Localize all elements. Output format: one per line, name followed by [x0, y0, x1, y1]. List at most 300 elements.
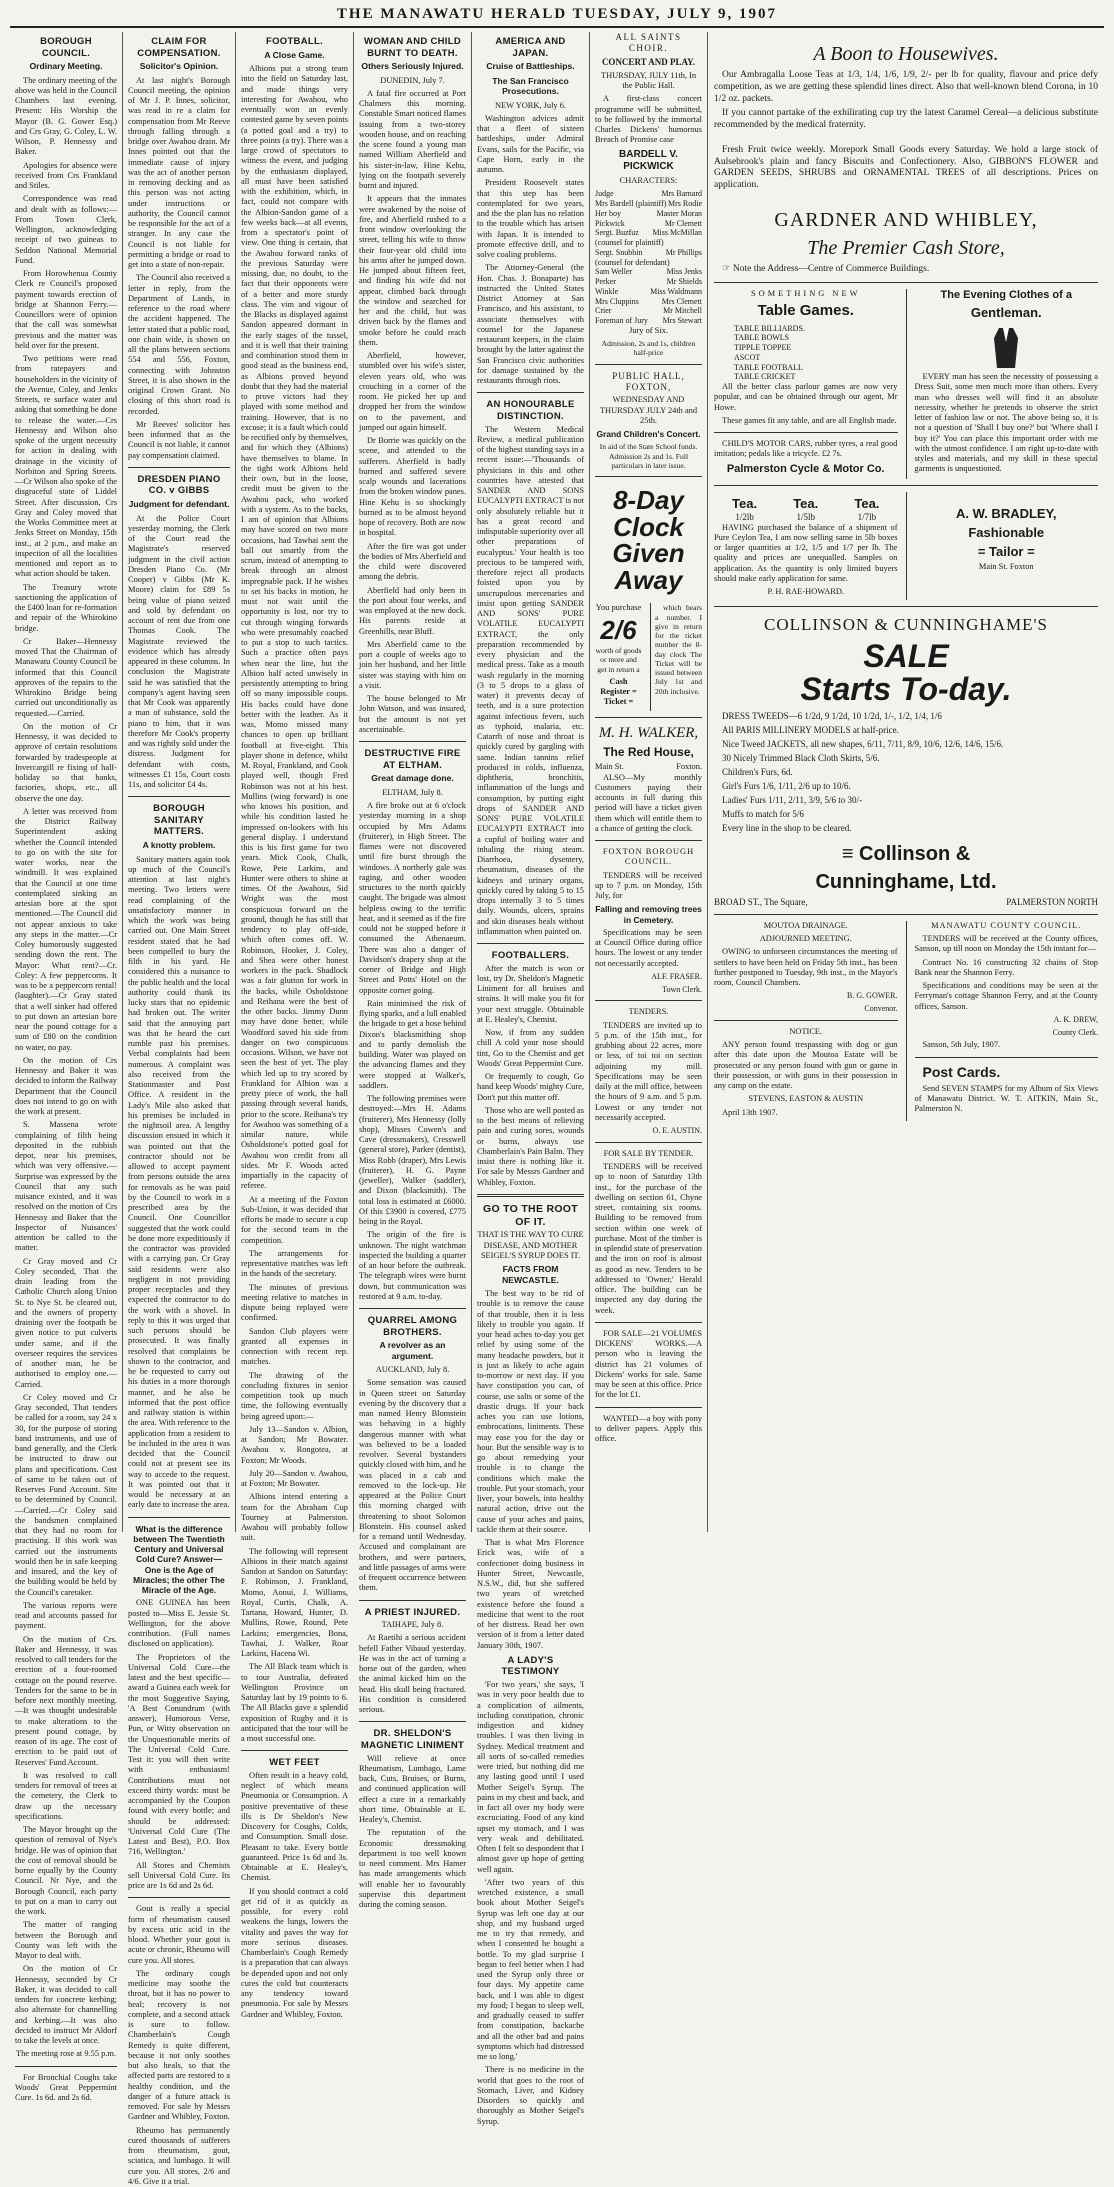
cast-actor: Mrs Rodie: [668, 199, 702, 209]
article-subheadline: A knotty problem.: [128, 840, 230, 850]
cast-role: Judge: [595, 189, 614, 199]
article-subheadline: FACTS FROM NEWCASTLE.: [477, 1264, 584, 1285]
paragraph: The meeting rose at 9.55 p.m.: [15, 2049, 117, 2059]
ad-text: THURSDAY, JULY 11th, In the Public Hall.: [595, 71, 702, 92]
article-headline: BOROUGH SANITARY MATTERS.: [128, 803, 230, 838]
ad-heading: The Red House,: [595, 745, 702, 760]
ad-heading: COLLINSON & CUNNINGHAME'S: [714, 615, 1098, 636]
paragraph: After the match is won or lost, try Dr. Sheldon's Magnetic Liniment for all bruises and strains. It will make you fit for your next struggle. Obtainable at E. Healey's, Chemist.: [477, 964, 584, 1026]
paragraph: Often result in a heavy cold, neglect of which means Pneumonia or Consumption. A positive preventative of these ills is Dr Sheldon's New Discovery for Coughs, Colds, and Consumption. Small dose. Pleasant to take. Every bottle guaranteed. Price 1s 6d and 3s. Obtainable at E. Healey's, Chemist.: [241, 1771, 348, 1884]
ad-heading: The Evening Clothes of a: [915, 289, 1099, 302]
cast-actor: Mrs Barnard: [661, 189, 702, 199]
paragraph: Aberfield had only been in the port about four weeks, and was employed at the new dock. His parents reside at Greenhills, near Bluff.: [359, 586, 466, 637]
ad-text: Admission, 2s and 1s, children half-price: [595, 339, 702, 358]
masthead: THE MANAWATU HERALD TUESDAY, JULY 9, 1907: [10, 6, 1104, 28]
cast-actor: Mr Clemett: [665, 219, 702, 229]
ad-text: Given: [595, 540, 702, 567]
ad-text: Main St.: [595, 762, 624, 772]
article-headline: WOMAN AND CHILD BURNT TO DEATH.: [359, 36, 466, 59]
ad-text: Foxton.: [676, 762, 702, 772]
divider: [714, 1020, 898, 1021]
ad-text: Ladies' Furs 1/11, 2/11, 3/9, 5/6 to 30/-: [714, 795, 1098, 806]
column-5: [472, 32, 590, 1532]
paragraph: There is no medicine in the world that goes to the root of Stomach, Liver, and Kidney Disorders so quickly and thoroughly as Mother Seigel's Syrup.: [477, 2065, 584, 2127]
price: 1/7lb: [858, 512, 877, 523]
ad-text: These games fit any table, and are all English made.: [714, 416, 898, 426]
divider: [359, 741, 466, 742]
ad-heading: Gentleman.: [915, 305, 1099, 321]
paragraph: On the motion of Cr Hennessy, seconded by Cr Baker, it was decided to call tenders for concrete kerbing; also alternate for channelling and kerbing.—It was also decided to instruct Mr Aldorf to take the levels at once.: [15, 1964, 117, 2046]
article-headline: DRESDEN PIANO CO. v GIBBS: [128, 474, 230, 497]
tea-ad: [714, 492, 898, 601]
tea-prices: [714, 512, 898, 523]
divider: [477, 392, 584, 393]
cast-row: [595, 228, 702, 238]
signature: Convenor.: [714, 1004, 898, 1014]
ad-text: FOR SALE—21 VOLUMES DICKENS' WORKS.—A person who is leaving the district has 21 volumes of Dickens' works for sale. Same may be seen at this office. Price for the lot £1.: [595, 1329, 702, 1401]
paragraph: On the motion of Crs. Baker and Hennessy, it was resolved to call tenders for the erection of a four-roomed cottage on the pound reserve. Tenders for the same to be in before next monthly meeting.—It was thought undesirable to make alterations to the present pound cottage, by reason of its age. The cost of erection to be paid out of Reserves' Fund Account.: [15, 1635, 117, 1768]
divider: [595, 1407, 702, 1408]
ad-text: OWING to unforseen circumstances the meeting of settlers to have been held on Friday 5th inst., has been further postponed to Tuesday, 9th inst., in the Mayor's room, Council Chambers.: [714, 947, 898, 988]
divider: [595, 1000, 702, 1001]
ad-heading: The Premier Cash Store,: [714, 236, 1098, 260]
ad-heading: M. H. WALKER,: [595, 724, 702, 742]
signature: B. G. GOWER.: [714, 991, 898, 1001]
paragraph: After the fire was got under the bodies of Mrs Aberfield and the child were discovered among the debris.: [359, 542, 466, 583]
divider: [128, 467, 230, 468]
signature: STEVENS, EASTON & AUSTIN: [714, 1094, 898, 1104]
article-headline: WET FEET: [241, 1757, 348, 1769]
paragraph: 'For two years,' she says, 'I was in very poor health due to a complication of ailments, including constipation, chronic indigestion and kidney troubles. I was then living in Sydney. Medical treatment and all sorts of so-called remedies were tried, but nothing did me any lasting good until I used Mother Seigel's Syrup. The pains in my chest and back, and in fact all over my body were excruciating. Food of any kind upset my stomach, and I was very weak and debilitated. Often I felt so despondent that I almost gave up hope of getting well again.: [477, 1680, 584, 1875]
ad-heading: GARDNER AND WHIBLEY,: [714, 208, 1098, 232]
paragraph: Sanitary matters again took up much of the Council's attention at last night's meeting. Two letters were read complaining of the unsatisfactory manner in which the work was being carried out. One Main Street resident stated that he had been compelled to bury the filth in his yard. He considered this a nuisance to the public health and the local authority could thank its lucky stars that no epidemic had broken out. The writer said that the annoying part was that he heard the cart rumble past his premises. Verbal complaints had been numerous. A complaint was also received from the Stationmaster and Post Office. A resident in the Lady's Mile also asked that his premises be included in the nightsoil area. A lengthy discussion ensued in which it was pointed out that the contractor should not be allowed to accept payment from persons outside the area for removals as he was paid by the Council to work in a prescribed area by the Council. One Councillor suggested that the work could be done more expeditiously if the contractor was provided with a carrying pan. Cr Gray said residents were also negligent in not providing proper receptacles and they expected the contractor to do the work with a shovel. In reply to this it was urged that such persons should be prosecuted. It was finally resolved that complaints be shown to the contractor, and he be requested to carry out his duties in a more thorough manner, and he also be informed that the post office and railway station is within the area. With reference to the application from a resident to be included in the area it was decided that the Council could not at present see its way to accede to the request. It was pointed out that it would be necessary at an early date to increase the area.: [128, 855, 230, 1511]
dateline: ELTHAM, July 8.: [359, 788, 466, 798]
cast-actor: Mr Phillips: [666, 248, 702, 258]
cast-role: Foreman of Jury: [595, 316, 648, 326]
paragraph: Rain minimised the risk of flying sparks, and a lull enabled the brigade to get a hose behind Dixon's blacksmithing shop and to partly demolish the building. Water was played on the advancing flames and they were stopped at Walker's, saddlers.: [359, 999, 466, 1091]
article-subheadline: A revolver as an argument.: [359, 1340, 466, 1361]
ad-text: BROAD ST., The Square,: [714, 897, 808, 908]
article-subheadline: The San Francisco Prosecutions.: [477, 76, 584, 97]
cast-role: (counsel for defendant): [595, 258, 670, 268]
article-subheadline: Judgment for defendant.: [128, 499, 230, 509]
paragraph: A letter was received from the District Railway Superintendent asking whether the Council intended to go on with the site for water works, near the windmill. It was explained that the Council at one time contemplated sinking an artesian bore at the spot mentioned.—The Council did not appear anxious to take any steps in the matter.—Cr Coley humorously suggested sending down the rent. The Mayor: What rent?—Cr. Coley: A few peppercorns. It was to be a peppercorn rental! (laughter).—Cr Gray stated that a well sinker had offered to put down an artesian bore near the pound cottage for a sum of £80 on the condition no water, no pay.: [15, 807, 117, 1053]
ad-heading: Post Cards.: [915, 1064, 1099, 1081]
ad-text: CHILD'S MOTOR CARS, rubber tyres, a real good imitation; pedals like a tricycle. £2 7s.: [714, 439, 898, 460]
game-item: TABLE BOWLS: [734, 333, 898, 343]
divider: [128, 796, 230, 797]
cast-role: (counsel for plaintiff): [595, 238, 664, 248]
verse: Or frequently to cough, Go hand keep Woods' mighty Cure, Don't put this matter off.: [477, 1072, 584, 1103]
divider: [714, 282, 1098, 283]
divider: [595, 717, 702, 718]
ad-text: All the better class parlour games are now very popular, and can be obtained through our agent, Mr Howe.: [714, 382, 898, 413]
divider: [714, 432, 898, 433]
paragraph: The arrangements for representative matches was left in the hands of the secretary.: [241, 1249, 348, 1280]
article-subheadline: Solicitor's Opinion.: [128, 61, 230, 71]
verse: Now, if from any sudden chill A cold your nose should tint, Go to the Chemist and get Woods' Great Peppermint Cure.: [477, 1028, 584, 1069]
column-4: [354, 32, 472, 1532]
article-subheadline: Great damage done.: [359, 773, 466, 783]
paragraph: July 20—Sandon v. Awahou, at Foxton; Mr Bowater.: [241, 1469, 348, 1490]
ad-text: Specifications and conditions may be seen at the Ferryman's cottage Shannon Ferry, and at the County offices, Sanson.: [915, 981, 1099, 1012]
ad-text: ALSO—My monthly Customers paying their accounts in full during this period will have a ticket given them which will entitle them to a chance of getting the clock.: [595, 773, 702, 835]
ad-heading: FOR SALE BY TENDER.: [595, 1149, 702, 1159]
ad-text: You purchase: [595, 603, 642, 613]
cast-row: [595, 306, 702, 316]
cast-role: Winkle: [595, 287, 618, 297]
paragraph: Albions put a strong team into the field on Saturday last, and made things very interesting for Awahou, who eventually won an evenly contested game by seven points (a potted goal and a try) to three points (a try). There was a large crowd of spectators to witness the event, and judging by the enthusiasm displayed, all must have been satisfied with the exhibition, which, in fact, could not compare with the Albion-Sandon game of a few weeks back—at all events, from a spectator's point of view. One thing is certain, that the Awahou forward ranks of the previous Saturday were missing, due, no doubt, to the fact that their opponents were of a better and more sturdy class. The vim and vigour of the Blacks as displayed against Sandon appeared dormant in the early stages of the tussel, and it is well that their training and combination stood them in good stead as the business end, as Albions proved beyond doubt that they had the material to prove victors had they played with some method and training. However, that is no excuse; it is a fault which could be rectified only by themselves, and for which they (Albions) have themselves to blame. In the tight work Albions held their own, but in the loose, credit must be given to the Awahou pack, who worked with a system. As to the backs, I am of opinion that Albions may have scored on two more occasions, had Tawhai sent the ball out smartly from the scrum, instead of attempting to break through an almost impregnable pack. If he wishes to set his backs in motion, he must not wait until the opportunity is lost, nor try to cut through winging forwards who were presumably coached to put a stop to such tactics. Such a practice often pays when near the line, but the Albion half acted unwisely in persistently attempting to bring off so many impossible coups. His backs could have done better with the leather. As it was, Momo missed many chances to open up brilliant football at five-eight. This player shone in defence, whilst M. Royal, Frankland, and Cook played well, though Fred Robinson was not at his best. Mullins (wing forward) is one who knows his position, and while his condition lasted he impressed on-lookers with his general display. I understand this is his first game for two years. Mick Cook, Chalk, Rowe, Pete Larkins, and Hunter were others to shine at times. Of the Awahous, Sid Wright was the most conspicuous forward on the ground, though he has still that tendency to play off-side, which often comes off. W. Robinson, Hooker, J. Coley, and Shea were other honest workers in the pack. Shadlock was a fair glutton for work in the backs, while Osboldstone and Reihana were the best of the other backs. Jimmy Dunn may have done better, while Woodford saved his side from danger on two conspicuous occasions. Wilson, we have not seen the best of yet. The play which led up to try scored by Frankland for Albion was a pretty piece of work, the ball passing through several hands, prior to the score. Reihana's try for Awahou was something of a similar nature, while Osboldstone's potted goal for Awahou won credit from all sides. Mr F. Woods acted impartially in the capacity of referee.: [241, 64, 348, 1192]
article-headline: DR. SHELDON'S MAGNETIC LINIMENT: [359, 1728, 466, 1751]
evening-clothes-ad: [906, 289, 1099, 479]
ad-text: which bears a number. I give in return for the ticket number the 8-day clock The Ticket will be issued between July 1st and 20th inclusive.: [655, 603, 702, 696]
ad-heading: Grand Children's Concert.: [595, 429, 702, 439]
ad-text: Every line in the shop to be cleared.: [714, 823, 1098, 834]
article-headline: DESTRUCTIVE FIRE AT ELTHAM.: [359, 748, 466, 771]
paragraph: That is what Mrs Florence Erick was, wife of a confectioner doing business in Hunter Street, Newcastle, N.S.W., did, but she suffered two years of wretched existence before she found a medicine that went to the root of her distress. Read her own version of it from a letter dated January 30th, 1907.: [477, 1538, 584, 1651]
cast-actor: Mrs Stewart: [663, 316, 702, 326]
cast-row: [595, 316, 702, 326]
price: 1/5lb: [796, 512, 815, 523]
paragraph: The Mayor brought up the question of removal of Nye's bridge. He was of opinion that the cost of removal should be borne equally by the County Council. Nr Nye, and the Borough Council, each party to put on a man to carry out the work.: [15, 1825, 117, 1917]
article-headline: FOOTBALL.: [241, 36, 348, 48]
divider: [915, 1057, 1099, 1058]
article-headline: AMERICA AND JAPAN.: [477, 36, 584, 59]
ad-heading: Fashionable: [915, 525, 1099, 541]
price: 1/2lb: [735, 512, 754, 523]
cast-role: Perker: [595, 277, 616, 287]
tailor-ad: [906, 492, 1099, 601]
paragraph: All Stores and Chemists sell Universal Cold Cure. Its price are 1s 6d and 2s 6d.: [128, 1861, 230, 1892]
article-headline: AN HONOURABLE DISTINCTION.: [477, 399, 584, 422]
cast-row: [595, 199, 702, 209]
table-games-ad: [714, 289, 898, 479]
ad-heading: A. W. BRADLEY,: [915, 506, 1099, 522]
divider: [595, 1142, 702, 1143]
divider: [15, 2066, 117, 2067]
paragraph: The best way to be rid of trouble is to remove the cause of that trouble, then it is less likely to trouble you again. If your head aches to-day you get relief by using some of the many headache powders, but it is just as likely to ache again to-morrow or next day. If you have constipation you can, of course, use salts or some of the drastic drugs. If your back aches you can use lotions, embrocations, liniments. These may ease you for the day or hour. But the sensible way is to go about remedying your trouble is to change the conditions which make the trouble. Put your stomach, your liver, your bowels, into healthy natural action, drive out the cause of your aches and pains, tackle them at their source.: [477, 1289, 584, 1535]
dress-suit-icon: [915, 324, 1099, 372]
column-1: [10, 32, 123, 1532]
paragraph: Correspondence was read and dealt with as follows:—From Town Clerk, Wellington, acknowledging receipt of two guineas to Seddon National Memorial Fund.: [15, 194, 117, 266]
ad-heading: BARDELL V. PICKWICK: [595, 149, 702, 173]
paragraph: THAT IS THE WAY TO CURE DISEASE, AND MOTHER SEIGEL'S SYRUP DOES IT.: [477, 1230, 584, 1261]
divider: [477, 943, 584, 944]
divider: [714, 606, 1098, 607]
columns: [10, 32, 1104, 1532]
divider: [359, 1308, 466, 1309]
ad-text: WEDNESDAY AND THURSDAY JULY 24th and 25th.: [595, 395, 702, 426]
ticket-offer-left: [595, 603, 642, 710]
paragraph: At a meeting of the Foxton Sub-Union, it was decided that efforts be made to secure a cup for the second team in the competition.: [241, 1195, 348, 1246]
cast-row: [595, 277, 702, 287]
paragraph: Cr Coley moved and Cr Gray seconded, That tenders be called for a room, say 24 x 30, for the purpose of storing band instruments, and use of band generally, and the Clerk be instructed to draw out plans and specifications. Cost of same to be taken out of Reserves Fund Account. Site to be determined by Council.—Carried.—Cr Coley said the bandsmen complained that they had no room for practising. If this work was carried out the instruments would then be in safe keeping and insured, and the key of the building would be held by the Council's caretaker.: [15, 1393, 117, 1598]
cast-row: [595, 209, 702, 219]
cast-actor: Miss Jenks: [667, 267, 702, 277]
ad-heading: Palmerston Cycle & Motor Co.: [714, 463, 898, 476]
notices: [714, 921, 1098, 1121]
paragraph: The various reports were read and accounts passed for payment.: [15, 1601, 117, 1632]
paragraph: The origin of the fire is unknown. The night watchman inspected the building a quarter of an hour before the outbreak. The telegraph wires were burnt down, but communication was restored at 9 a.m. to-day.: [359, 1230, 466, 1302]
games-and-clothes: [714, 289, 1098, 479]
cast-role: Mrs Bardell (plaintiff): [595, 199, 666, 209]
cast-role: Sergt. Buzfuz: [595, 228, 639, 238]
paragraph: At Raetihi a serious accident befell Father Vibaud yesterday. He was in the act of turning a horse out of the garden, when the animal kicked him on the head. His skull being fractured. His condition is considered serious.: [359, 1633, 466, 1715]
paragraph: The following premises were destroyed:—Mrs H. Adams (fruiterer), Mrs Hennessy (lolly shop), Misses Cowen's and Cave (dressmakers), Cresswell (general store), Parker (dentist), Miss Robb (draper), Mrs Lewis (fruiterer), H. G. Payne (jeweller), Walker (saddler), and Dixon (blacksmith). The total loss is estimated at £6000. Of this £3900 is covered, £775 being in the Royal.: [359, 1094, 466, 1227]
ad-heading: PUBLIC HALL, FOXTON,: [595, 371, 702, 393]
divider: [595, 840, 702, 841]
article-subheadline: Ordinary Meeting.: [15, 61, 117, 71]
ad-heading: ADJOURNED MEETING.: [714, 934, 898, 944]
ad-text: worth of goods or more and get in return a: [595, 646, 642, 674]
games-list: [734, 324, 898, 383]
paragraph: Gout is really a special form of rheumatism caused by excess uric acid in the blood. Whether your gout is acute or chronic, Rheumo will cure you. All stores.: [128, 1904, 230, 1966]
divider: [595, 476, 702, 477]
ad-heading: = Tailor =: [915, 544, 1099, 560]
signature: County Clerk.: [915, 1028, 1099, 1038]
divider: [128, 1897, 230, 1898]
advertisement-headline: What is the difference between The Twentieth Century and Universal Cold Cure? Answer—One is the Age of Miracles; the other The Miracle of the Age.: [128, 1524, 230, 1596]
paragraph: From Horowhenua County Clerk re Council's proposed payment towards erection of bridge at Shannon Ferry.—Councillors were of opinion that the call was somewhat previous and the matter was held over for the present.: [15, 269, 117, 351]
address-line: [595, 762, 702, 772]
cast-role: Sergt. Snubbin: [595, 248, 642, 258]
ad-text: TENDERS will be received at the County offices, Sanson, up till noon on Monday the 15th instant for—: [915, 934, 1099, 955]
signature: ALF. FRASER.: [595, 972, 702, 982]
paragraph: Mrs Aberfield came to the port a couple of weeks ago to join her husband, and her little sister was staying with him on a visit.: [359, 640, 466, 691]
dateline: AUCKLAND, July 8.: [359, 1365, 466, 1375]
cast-row: [595, 267, 702, 277]
ad-text: April 13th 1907.: [714, 1108, 898, 1118]
cast-row: [595, 248, 702, 258]
cast-actor: Miss McMillan: [652, 228, 702, 238]
ad-heading: MOUTOA DRAINAGE.: [714, 921, 898, 931]
paragraph: The Proprietors of the Universal Cold Cure—the latest and the best specific—award a Guinea each week for the most Suggestive Saying, 'A Best Conundrum (with answer), Humorous Verse, Pun, or Witty observation on the Unquestionable merits of The Universal Cold Cure. Test it: you will then write with enthusiasm! Contributions must not exceed thirty words: must be accompanied by the Coupon found with every bottle; and should be addressed: 'Universal Cold Cure (The Latest and Best), P.O. Box 716, Wellington.': [128, 1653, 230, 1858]
article-headline: CLAIM FOR COMPENSATION.: [128, 36, 230, 59]
ad-text: Fresh Fruit twice weekly. Morepork Small Goods every Saturday. We hold a large stock of Aulsebrook's plain and fancy Biscuits and Confectionery. Also, GIBBON'S FLOWER and GARDEN SEEDS, SHRUBS and ORNAMENTAL TREES of all descriptions. Prices on application.: [714, 145, 1098, 191]
ticket-offer: [595, 603, 702, 710]
clock-advertisement: [595, 487, 702, 593]
paragraph: On the motion of Cr Hennessy, it was decided to approve of certain resolutions forwarded by tradespeople at Invercargill re fixing of half-holiday so that banks, factories, shops, etc., all observe the one day.: [15, 722, 117, 804]
dateline: TAIHAPE, July 8.: [359, 1620, 466, 1630]
article-subheadline: A Close Game.: [241, 50, 348, 60]
ad-text: If you cannot partake of the exhilirating cup try the latest Caramel Cereal—a delicious substitute recommended by the medical fraternity.: [714, 108, 1098, 131]
cast-row: [595, 258, 702, 268]
game-item: ASCOT: [734, 353, 898, 363]
paragraph: It was resolved to call tenders for removal of trees at the cemetery, the Clerk to draw up the necessary specifications.: [15, 1771, 117, 1822]
ad-text: [714, 264, 1098, 276]
divider: [359, 1721, 466, 1722]
ad-heading: Tea.: [854, 496, 879, 512]
paragraph: The Western Medical Review, a medical publication of the highest standing says in a recent issue:—'Thousands of physicians in this and other countries have attested that SANDER AND SONS EUCALYPTI EXTRACT is not only absolutely reliable but it has a great record and indisputable superiority over all other preparations of eucalyptus.' Your health is too precious to be tampered with, therefore reject all products foisted upon you by unscrupulous mercenaries and insist upon getting SANDER AND SONS' PURE VOLATILE EUCALYPTI EXTRACT, the only preparation recommended by every physician and the medical press. Take as a mouth wash regularly in the morning (3 to 5 drops to a glass of water) it prevents decay of teeth, and is a sure protection against infectious fevers, such as typhoid, malaria, etc. Catarrh of nose and throat is quickly cured by gargling with same. Indian tannins relief produced in colds, influenza, diphtheria, bronchitis, inflammation of the lungs and consumption, by putting eight drops of SANDER AND SONS' PURE VOLATILE EUCALYPTI EXTRACT into a cupful of boiling water and inhaling the rising steam. Diarrhoea, dysentery, rheumatism, diseases of the kidneys and urinary organs, quickly cured by taking 5 to 15 drops internally 3 to 5 times daily. Wounds, ulcers, sprains and skin diseases heals without inflammation when painted on.: [477, 425, 584, 938]
ad-text: EVERY man has seen the necessity of possessing a Dress Suit, some men much more than others. Every man who dresses well will find it an absolute necessity, whether he pretends to observe the strict letter of fashion law or not. The above being so, it is not a question of 'Shall I buy one?' but 'Where shall I buy it?' You can place this important order with me with the utmost confidence. I am right up-to-date with styles and materials, and my skill in these special garments is unquestioned.: [915, 372, 1099, 475]
paragraph: Some sensation was caused in Queen street on Saturday evening by the discovery that a man named Henry Blomstein was behaving in a highly dangerous manner with what was believed to be a loaded revolver. Several bystanders quickly closed with him, and he was placed in a cab and removed to the lock-up. He appeared at the Police Court this morning charged with threatening to shoot Solomon Blonstein. His counsel asked for a remand until Wednesday. Accused and complainant are brothers, and were partners, and little passages of arms were of frequent occurrence between them.: [359, 1378, 466, 1593]
paragraph: Cr Baker—Hennessy moved That the Chairman of Manawatu County Council be informed that this Council approves of the repairs to the Whirokino Bridge being carried out unconditionally as requested.—Carried.: [15, 637, 117, 719]
ad-text: TENDERS are invited up to 5 p.m. of the 15th inst., for grubbing about 22 acres, more or less, of toi toi on section adjoining my mill. Specifications may be seen daily at the mill office, between the hours of 9 a.m. and 5 p.m. Lowest or any tender not necessarily accepted.: [595, 1021, 702, 1124]
ad-text: CHARACTERS:: [595, 176, 702, 186]
paragraph: The ordinary meeting of the above was held in the Council Chambers last evening. Present: His Worship the Mayor (B. G. Gower Esq.) and Crs Gray, G. Coley, L. W. Wilson, P. Hennessy and Baker.: [15, 76, 117, 158]
game-item: TIPPLE TOPPEE: [734, 343, 898, 353]
ad-heading: ALL SAINTS CHOIR.: [595, 32, 702, 54]
column-7-advertisements: [708, 32, 1104, 1532]
paragraph: July 13—Sandon v. Albion, at Sandon; Mr Bowater. Awahou v. Rongotea, at Foxton; Mr Woods.: [241, 1425, 348, 1466]
ad-text: HAVING purchased the balance of a shipment of Pure Ceylon Tea, I am now selling same in 5lb boxes or larger quantities at 1/2, 1/5 and 1/7 per lb. The quality and prices are unequalled. Samples on application. As the quantity is only limited buyers should make early application for same.: [714, 523, 898, 585]
article-subheadline: Others Seriously Injured.: [359, 61, 466, 71]
ad-text: In aid of the State School funds. Admission 2s and 1s. Full particulars in later issue.: [595, 442, 702, 470]
paragraph: ONE GUINEA has been posted to—Miss E. Jessie St. Wellington, for the above contribution. (Full names disclosed on application).: [128, 1598, 230, 1649]
game-item: TABLE BILLIARDS.: [734, 324, 898, 334]
dateline: NEW YORK, July 6.: [477, 101, 584, 111]
paragraph: The Treasury wrote sanctioning the application of the £400 loan for re-formation and repair of the Whirokino bridge.: [15, 583, 117, 634]
paragraph: Albions intend entering a team for the Abraham Cup Tourney at Palmerston. Awahou will probably follow suit.: [241, 1492, 348, 1543]
ad-heading: SALE: [714, 640, 1098, 673]
ad-text: PALMERSTON NORTH: [1006, 897, 1098, 908]
cast-row: [595, 189, 702, 199]
signature: P. H. RAE-HOWARD.: [714, 587, 898, 597]
ad-heading: FOXTON BOROUGH COUNCIL.: [595, 847, 702, 868]
paragraph: The drawing of the concluding fixtures in senior competition took up much time, the following eventually being agreed upon:—: [241, 1371, 348, 1422]
ad-text: DRESS TWEEDS—6 1/2d, 9 1/2d, 10 1/2d, 1/-, 1/2, 1/4, 1/6: [714, 711, 1098, 722]
ad-text: Note the Address—Centre of Commerce Buildings.: [733, 264, 929, 274]
ad-text: Our Ambragalla Loose Teas at 1/3, 1/4, 1/6, 1/9, 2/- per lb for quality, flavour and price defy competition, as we are getting these splendid lines direct. Also that well-known blend Corona, in 10 1/2 oz. packets.: [714, 70, 1098, 105]
paragraph: S. Massena wrote complaining of filth being deposited in the rubbish depot, near his premises, which was very offensive.—Surprise was expressed by the Council that any such nuisance existed, and it was resolved on the motion of Crs Hennessy and Baker that the Inspector of Nuisances' attention be called to the matter.: [15, 1120, 117, 1253]
cast-actor: Mrs Clemett: [662, 297, 702, 307]
paragraph: Rheumo has permanently cured thousands of sufferers from rheumatism, gout, sciatica, and lumbago. It will cure you. All stores, 2/6 and 4/6. Give it a trial.: [128, 2126, 230, 2187]
ad-text: Children's Furs, 6d.: [714, 767, 1098, 778]
divider: [595, 364, 702, 365]
article-headline: FOOTBALLERS.: [477, 950, 584, 962]
paragraph: The following will represent Albions in their match against Sandon at Sandon on Saturday: F. Robinson, J. Frankland, Momo, Aonui, J. Williams, Royal, Curtis, Chalk, A. Tartana, Howard, Hunter, D. Mullins, Rowe, Round, Pete Larkins; emergencies, Bona, Tawhai, J. Walker, Roar Larkins, Hacena Wi.: [241, 1547, 348, 1660]
paragraph: The house belonged to Mr John Watson, and was insured, but the amount is not yet ascertainable.: [359, 694, 466, 735]
ad-text: Muffs to match for 5/6: [714, 809, 1098, 820]
game-item: TABLE CRICKET: [734, 372, 898, 382]
signature: A. K. DREW,: [915, 1015, 1099, 1025]
paragraph: Mr Reeves' solicitor has been informed that as the Council is not liable, it cannot pay compensation claimed.: [128, 420, 230, 461]
paragraph: President Roosevelt states that this step has been contemplated for two years, and the the plan has no relation to the trouble which has arisen with Japan. It is intended to promote effective drill, and to solve coaling problems.: [477, 178, 584, 260]
article-headline: A LADY'S TESTIMONY: [477, 1655, 584, 1678]
divider: [714, 485, 1098, 486]
paragraph: Those who are well posted as to the best means of relieving pain and curing sores, wounds or burns, always use Chamberlain's Pain Balm. They insist there is nothing like it. For sale by Messrs Gardner and Whibley, Foxton.: [477, 1106, 584, 1188]
cast-actor: Master Moran: [656, 209, 702, 219]
ad-heading: A Boon to Housewives.: [714, 42, 1098, 66]
paragraph: A fire broke out at 6 o'clock yesterday morning in a shop occupied by Mrs Adams (fruiterer), in High Street. The flames were not discovered until fire burst through the windows. A northerly gale was raging, and other wooden structures to the north quickly caught. The brigade was almost helpless owing to the terrific heat, and it seemed as if the fire could not be stopped before it consumed the Athenaeum. There was also a danger of Davidson's drapery shop at the corner of Bridge and High Street and Potts' Hotel on the opposite corner going.: [359, 801, 466, 996]
paragraph: Dr Borrie was quickly on the scene, and attended to the sufferers. Aberfield is badly burned and suffered severe scalp wounds and lacerations from the broken window panes. Hine Kehu is so shockingly burned as to be almost beyond hope of recovery. Both are now in hospital.: [359, 436, 466, 539]
tea-headings: [714, 496, 898, 512]
ad-text: Sanson, 5th July, 1907.: [915, 1040, 1099, 1050]
paragraph: If you should contract a cold get rid of it as quickly as possible, for every cold weakens the lungs, lowers the vitality and paves the way for more serious diseases. Chamberlain's Cough Remedy is a preparation that can always be depended upon and not only cures the cold but counteracts any tendency toward pneumonia. For sale by Messrs Gardner and Whibley, Foxton.: [241, 1887, 348, 2020]
paragraph: It appears that the inmates were awakened by the noise of fire, and Aberfield rushed to a front window overlooking the street, telling his wife to throw their four-year old child into his arms after he jumped down. He jumped about fifteen feet, and finding his wife did not appear, climbed back through the window and searched for her and the child, but was driven back by the flames and smoke before he could reach them.: [359, 194, 466, 348]
article-headline: BOROUGH COUNCIL.: [15, 36, 117, 59]
cast-row: [595, 219, 702, 229]
paragraph: The All Black team which is to tour Australia, defeated Wellington Province on Saturday last by 19 points to 6. The All Blacks gave a splendid exposition of Rugby and it is anticipated that the tour will be a most successful one.: [241, 1662, 348, 1744]
ticket-offer-right: [650, 603, 702, 710]
column-2: [123, 32, 236, 1532]
divider: [714, 914, 1098, 915]
dateline: DUNEDIN, July 7.: [359, 76, 466, 86]
ad-text: All PARIS MILLINERY MODELS at half-price.: [714, 725, 1098, 736]
paragraph: Sandon Club players were granted all expenses in connection with recent rep. matches.: [241, 1327, 348, 1368]
column-6: [590, 32, 708, 1532]
ad-heading: MANAWATU COUNTY COUNCIL.: [915, 921, 1099, 931]
tea-and-tailor: [714, 492, 1098, 601]
ad-heading: TENDERS.: [595, 1007, 702, 1017]
ad-text: TENDERS will be received up to noon of Saturday 13th inst., for the purchase of the dwelling on section 61, Chyne street, containing six rooms. Building to be removed from section within one week of purchase. Most of the timber is in splendid state of preservation and the iron on roof is almost as good as new. Tenders to be addressed to 'Owner,' Herald office. The building can be inspected any day during the week.: [595, 1162, 702, 1316]
article-headline: A PRIEST INJURED.: [359, 1607, 466, 1619]
notices-right: [906, 921, 1099, 1121]
pointing-hand-icon: ☞: [722, 264, 733, 274]
ad-heading: Cunninghame, Ltd.: [714, 870, 1098, 894]
ad-heading: Table Games.: [714, 302, 898, 320]
article-headline: QUARREL AMONG BROTHERS.: [359, 1315, 466, 1338]
cast-role: Sam Weller: [595, 267, 632, 277]
cast-role: Pickwick: [595, 219, 625, 229]
column-3: [236, 32, 354, 1532]
cast-role: Her boy: [595, 209, 621, 219]
paragraph: Will relieve at once Rheumatism, Lumbago, Lame back, Cuts, Bruises, or Burns, and continued application will effect a cure in a remarkably short time. Obtainable at E. Healey's, Chemist.: [359, 1754, 466, 1826]
ad-text: Clock: [595, 514, 702, 541]
divider: [241, 1750, 348, 1751]
article-headline: GO TO THE ROOT OF IT.: [477, 1203, 584, 1229]
paragraph: A fatal fire occurred at Port Chalmers this morning. Constable Smart noticed flames issuing from a two-storey wooden house, and on reaching the scene found a young man named William Aberfield and his sister-in-law, Hine Kehu, lying on the footpath severely burnt and injured.: [359, 89, 466, 192]
ad-heading: Starts To-day.: [714, 673, 1098, 706]
paragraph: The ordinary cough medicine may soothe the throat, but it has no power to heal; recovery is not complete, and a second attack is sure to follow. Chamberlain's Cough Remedy is quite different, because it not only soothes but also heals, so that the affected parts are restored to a healthy condition, and the danger of a future attack is removed. For sale by Messrs Gardner and Whibley, Foxton.: [128, 1969, 230, 2123]
ad-text: 30 Nicely Trimmed Black Cloth Skirts, 5/6.: [714, 753, 1098, 764]
ad-text: Jury of Six.: [595, 326, 702, 336]
cast-row: [595, 297, 702, 307]
paragraph: At the Police Court yesterday morning, the Clerk of the Court read the Magistrate's reserved judgment in the civil action Dresden Piano Co. (Mr Cooper) v Gibbs (Mr K. Moore) claim for £89 5s being value of piano seized and sold by defendant on account of rent due from one Thomas Cook. The Magistrate reviewed the evidence which has already appeared in these columns. In conclusion the Magistrate said he was satisfied that the company's agent having seen that Mr Cook was apparently a man of substance, sold the piano to him, that it was therefore Mr Cook's property and was rightly sold under the distress. Judgment for defendant with costs, witnesses £1 15s, Court costs 11s, and solicitor £4 4s.: [128, 514, 230, 791]
cast-actor: Miss Waldmann: [650, 287, 702, 297]
ad-text: TENDERS will be received up to 7 p.m. on Monday, 15th July, for: [595, 871, 702, 902]
cast-row: [595, 287, 702, 297]
ad-text: Nice Tweed JACKETS, all new shapes, 6/11, 7/11, 8/9, 10/6, 12/6, 14/6, 15/6.: [714, 739, 1098, 750]
ad-text: Girl's Furs 1/6, 1/11, 2/6 up to 10/6.: [714, 781, 1098, 792]
ad-heading: SOMETHING NEW: [714, 289, 898, 299]
dress-suit-icon: [991, 326, 1021, 370]
ad-text: 8-Day: [595, 487, 702, 514]
article-subheadline: Cruise of Battleships.: [477, 61, 584, 71]
divider: [477, 1194, 584, 1197]
signature: Town Clerk.: [595, 985, 702, 995]
paragraph: On the motion of Crs Hennessy and Baker it was decided to inform the Railway Department that the Council does not intend to go on with the work at present.: [15, 1056, 117, 1118]
ad-heading: Falling and removing trees in Cemetery.: [595, 904, 702, 925]
cast-actor: Mr Shields: [667, 277, 702, 287]
paragraph: The Council also received a letter in reply, from the Department of Lands, in reference to the road where the accident happened. The letter stated that a public road, one chain wide, is shown on all the plans between sections 554 and 556, Foxton, connecting with Johnston Street, it is also shown in the original Crown Grant. No closing of this short road is recorded.: [128, 273, 230, 417]
paragraph: The Attorney-General (the Hon. Chas. J. Bonaparte) has instructed the United States District Attorney at San Francisco, and his assistant, to associate themselves with counsel for the Japanese restaurant keepers, in the claim brought by the latter against the San Francisco civic authorities for damage sustained by the restaurants through riots.: [477, 263, 584, 386]
paragraph: The minutes of previous meeting relative to matches in dispute being replayed were confirmed.: [241, 1283, 348, 1324]
paragraph: Cr Gray moved and Cr Coley seconded, That the drain leading from the Catholic Church along Union St. to Nye St. be cleared out, and the owners of property draining over the footpath be given notice to put culverts under same, and if the overseer requires the services of another man, he be authorised to employ one.—Carried.: [15, 1257, 117, 1390]
ad-text: Specifications may be seen at Council Office during office hours. The lowest or any tender not necessarily accepted.: [595, 928, 702, 969]
ad-heading: Tea.: [793, 496, 818, 512]
ad-text: Cash Register = Ticket =: [595, 677, 642, 708]
paragraph: Apologies for absence were received from Crs Frankland and Stiles.: [15, 161, 117, 192]
ad-text: WANTED—a boy with pony to deliver papers. Apply this office.: [595, 1414, 702, 1445]
divider: [128, 1517, 230, 1518]
game-item: TABLE FOOTBALL: [734, 363, 898, 373]
ad-text: A first-class concert programme will be submitted, to be followed by the immortal Charles Dickens' humorous Breach of Promise case: [595, 94, 702, 145]
paragraph: At last night's Borough Council meeting, the opinion of Mr J. P. Innes, solicitor, was read in re a claim for compensation from Mr Reeve through falling through a bridge over Awahou drain. Mr Innes pointed out that the immediate cause of injury was the act of another person in removing decking and as this person was not acting under instructions or authority, the Council cannot be responsible for the act of a stranger. In any case the Council is not liable for permitting a bridge or road to get into a state of non-repair.: [128, 76, 230, 271]
ad-text: ANY person found trespassing with dog or gun after this date upon the Moutoa Estate will be prosecuted or any person found with gun or game in their possession, or with guns in their possession in any camp on the estate.: [714, 1040, 898, 1091]
ad-text: Contract No. 16 constructing 32 chains of Stop Bank near the Shannon Ferry.: [915, 958, 1099, 979]
advertisement: For Bronchial Coughs take Woods' Great Peppermint Cure. 1s 6d. and 2s 6d.: [15, 2073, 117, 2104]
cast-role: Crier: [595, 306, 611, 316]
paragraph: 'After two years of this wretched existence, a small book about Mother Seigel's Syrup was left one day at our shop, and my husband urged me to try that remedy, and when I consented he bought a bottle. To my glad surprise I began to feel better when I had used the Syrup only three or four days. My appetite came back, and I was able to digest my food; I began to sleep well, and gradually ceased to suffer from constipation, backache and all the other bad and pains symptoms which had distressed me so long.': [477, 1878, 584, 2063]
address-line: [714, 897, 1098, 908]
paragraph: Two petitions were read from ratepayers and householders in the vicinity of the Avenue, Coley, and Jenks Streets, re surface water and asking that something be done to release the water.—Crs Hennessy and Wilson also spoke of the urgent necessity for action in dealing with drainage in the vicinity of Norbiton and Spring Streets.—Cr Wilson also spoke of the disgraceful state of Liddel Street. After discussion, Crs Gray and Coley moved that the Works Committee meet at Jenks Street on Monday, 15th inst., at 2 p.m., and make an inspection of all the localities mentioned and report as to what action should be taken.: [15, 354, 117, 580]
cast-row: [595, 238, 702, 248]
paragraph: Washington advices admit that a fleet of sixteen battleships, under Admiral Evans, sails for the Pacific, via Cape Horn, early in the autumn.: [477, 114, 584, 176]
ad-heading: Tea.: [732, 496, 757, 512]
signature: O. E. AUSTIN.: [595, 1126, 702, 1136]
divider: [595, 1322, 702, 1323]
